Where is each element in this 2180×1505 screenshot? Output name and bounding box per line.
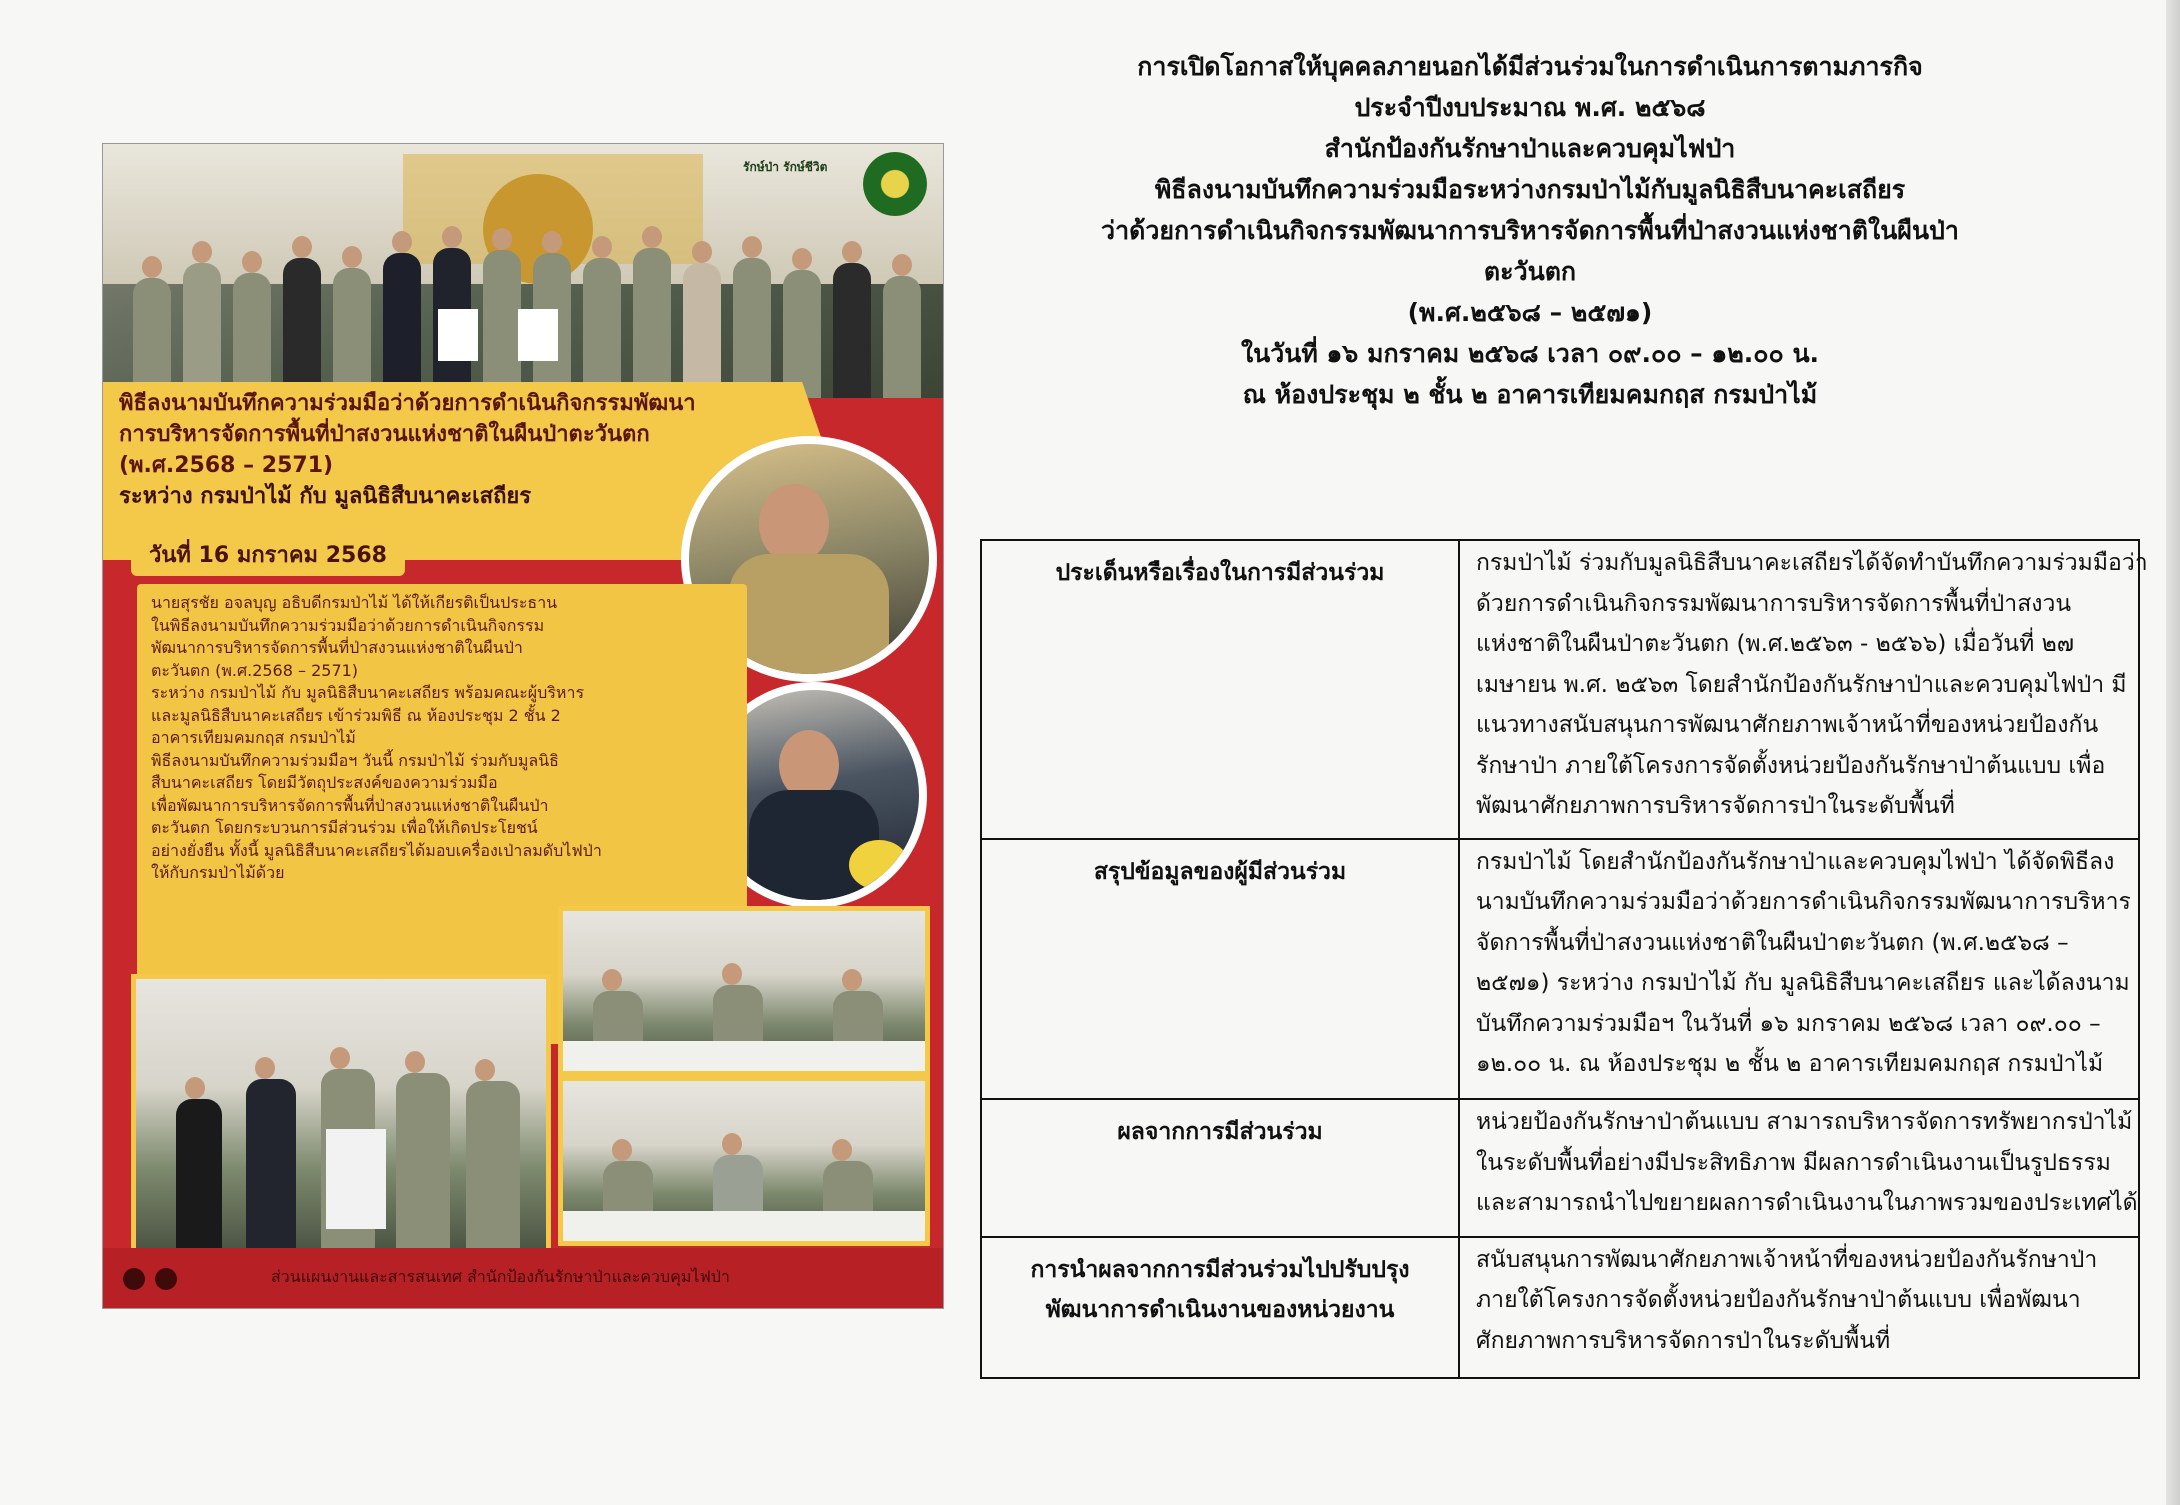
department-logo-icon [123,1268,145,1290]
row-content-cell [1459,1237,2139,1378]
poster-footer-text: ส่วนแผนงานและสารสนเทศ สำนักป้องกันรักษาป่าและควบคุมไฟป่า [271,1267,730,1286]
row-content-line: หน่วยป้องกันรักษาป่าต้นแบบ สามารถบริหารจัดการทรัพยากรป่าไม้ [1476,1109,2133,1136]
poster-body-line: อาคารเทียมคมกฤส กรมป่าไม้ [151,728,356,747]
title-line: ณ ห้องประชุม ๒ ชั้น ๒ อาคารเทียมคมกฤส กรมป่าไม้ [1242,380,1818,409]
row-label: สรุปข้อมูลของผู้มีส่วนร่วม [1093,858,1347,885]
row-content-line: บันทึกความร่วมมือฯ ในวันที่ ๑๖ มกราคม ๒๕๖๘ เวลา ๐๙.๐๐ – [1476,1010,2101,1037]
row-content-line: ศักยภาพการบริหารจัดการป่าในระดับพื้นที่ [1476,1327,1891,1354]
row-label: ผลจากการมีส่วนร่วม [1117,1119,1323,1146]
poster-body-line: ตะวันตก โดยกระบวนการมีส่วนร่วม เพื่อให้เกิดประโยชน์ [151,818,538,837]
title-line: การเปิดโอกาสให้บุคคลภายนอกได้มีส่วนร่วมในการดำเนินการตามภารกิจ [1137,52,1923,81]
row-content-line: นามบันทึกความร่วมมือว่าด้วยการดำเนินกิจกรรมพัฒนาการบริหาร [1476,889,2131,916]
poster-body-line: และมูลนิธิสืบนาคะเสถียร เข้าร่วมพิธี ณ ห้องประชุม 2 ชั้น 2 [151,705,561,725]
row-content-line: ๒๕๗๑) ระหว่าง กรมป่าไม้ กับ มูลนิธิสืบนาคะเสถียร และได้ลงนาม [1476,970,2130,997]
poster-title-line: (พ.ศ.2568 – 2571) [119,453,334,478]
row-content-line: ในระดับพื้นที่อย่างมีประสิทธิภาพ มีผลการดำเนินงานเป็นรูปธรรม [1476,1149,2111,1176]
row-content-cell [1459,1099,2139,1236]
poster-body-line: พัฒนาการบริหารจัดการพื้นที่ป่าสงวนแห่งชาติในผืนป่า [151,638,523,657]
poster-body-line: เพื่อพัฒนาการบริหารจัดการพื้นที่ป่าสงวนแห่งชาติในผืนป่า [151,795,549,815]
row-content-line: และสามารถนำไปขยายผลการดำเนินงานในภาพรวมของประเทศได้ [1476,1190,2138,1217]
row-content-line: กรมป่าไม้ โดยสำนักป้องกันรักษาป่าและควบคุมไฟป่า ได้จัดพิธีลง [1476,848,2115,875]
row-content-line: แนวทางสนับสนุนการพัฒนาศักยภาพเจ้าหน้าที่ของหน่วยป้องกัน [1476,712,2099,738]
meeting-photo-1 [558,906,930,1076]
poster-body-line: นายสุรชัย อจลบุญ อธิบดีกรมป่าไม้ ได้ให้เกียรติเป็นประธาน [151,593,558,612]
page-edge-shadow [2166,0,2180,1505]
title-line: ในวันที่ ๑๖ มกราคม ๒๕๖๘ เวลา ๐๙.๐๐ – ๑๒.๐๐ น. [1240,339,1820,368]
row-content-line: ๑๒.๐๐ น. ณ ห้องประชุม ๒ ชั้น ๒ อาคารเทียมคมกฤส กรมป่าไม้ [1476,1051,2104,1078]
poster-body-line: อย่างยั่งยืน ทั้งนี้ มูลนิธิสืบนาคะเสถียรได้มอบเครื่องเป่าลมดับไฟป่า [151,840,602,860]
poster-body-line: ให้กับกรมป่าไม้ด้วย [151,863,285,882]
royal-forest-department-seal-icon [863,152,927,216]
title-line: สำนักป้องกันรักษาป่าและควบคุมไฟป่า [1324,134,1736,163]
poster-body-line: พิธีลงนามบันทึกความร่วมมือฯ วันนี้ กรมป่าไม้ ร่วมกับมูลนิธิ [151,750,559,770]
table-row [981,1099,2139,1236]
poster-title-line: ระหว่าง กรมป่าไม้ กับ มูลนิธิสืบนาคะเสถียร [119,484,532,509]
row-label-cell [981,1099,1459,1236]
poster-body-line: ในพิธีลงนามบันทึกความร่วมมือว่าด้วยการดำเนินกิจกรรม [151,615,545,635]
document-title [1000,46,2060,415]
table-row [981,839,2139,1099]
brand-text: รักษ์ป่า รักษ์ชีวิต [743,160,828,174]
row-content-line: ด้วยการดำเนินกิจกรรมพัฒนาการบริหารจัดการพื้นที่ป่าสงวน [1476,590,2072,617]
row-content-line: พัฒนาศักยภาพการบริหารจัดการป่าในระดับพื้นที่ [1476,793,1955,819]
title-line: ว่าด้วยการดำเนินกิจกรรมพัฒนาการบริหารจัดการพื้นที่ป่าสงวนแห่งชาติในผืนป่า [1101,216,1959,245]
table-row [981,540,2139,839]
row-content-cell [1459,540,2148,839]
row-label: การนำผลจากการมีส่วนร่วมไปปรับปรุง [1030,1256,1410,1283]
poster-body-text [151,592,771,885]
handover-photo [131,974,551,1254]
row-label-cell [981,1237,1459,1378]
poster-title-line: การบริหารจัดการพื้นที่ป่าสงวนแห่งชาติในผืนป่าตะวันตก [119,422,650,447]
participation-table [980,539,2148,1379]
title-line: พิธีลงนามบันทึกความร่วมมือระหว่างกรมป่าไม้กับมูลนิธิสืบนาคะเสถียร [1154,175,1906,204]
table-row [981,1237,2139,1378]
poster-date-badge: วันที่ 16 มกราคม 2568 [131,536,405,576]
row-label: พัฒนาการดำเนินงานของหน่วยงาน [1045,1296,1395,1323]
row-content-line: แห่งชาติในผืนป่าตะวันตก (พ.ศ.๒๕๖๓ - ๒๕๖๖) เมื่อวันที่ ๒๗ [1476,631,2075,657]
row-content-line: ภายใต้โครงการจัดตั้งหน่วยป้องกันรักษาป่าต้นแบบ เพื่อพัฒนา [1476,1287,2081,1314]
title-line: ตะวันตก [1483,257,1577,286]
event-poster [103,144,943,1308]
row-content-line: จัดการพื้นที่ป่าสงวนแห่งชาติในผืนป่าตะวันตก (พ.ศ.๒๕๖๘ – [1476,929,2069,956]
row-content-cell [1459,839,2139,1099]
poster-body-line: ระหว่าง กรมป่าไม้ กับ มูลนิธิสืบนาคะเสถียร พร้อมคณะผู้บริหาร [151,683,585,702]
row-label-cell [981,540,1459,839]
row-content-line: รักษาป่า ภายใต้โครงการจัดตั้งหน่วยป้องกันรักษาป่าต้นแบบ เพื่อ [1476,752,2106,779]
brand-logo [743,156,833,206]
meeting-photo-2 [558,1076,930,1246]
row-content-line: สนับสนุนการพัฒนาศักยภาพเจ้าหน้าที่ของหน่วยป้องกันรักษาป่า [1476,1246,2098,1273]
title-line: (พ.ศ.๒๕๖๘ – ๒๕๗๑) [1407,298,1653,327]
row-label: ประเด็นหรือเรื่องในการมีส่วนร่วม [1055,560,1385,586]
row-content-line: เมษายน พ.ศ. ๒๕๖๓ โดยสำนักป้องกันรักษาป่าและควบคุมไฟป่า มี [1476,671,2127,698]
poster-title-line: พิธีลงนามบันทึกความร่วมมือว่าด้วยการดำเนินกิจกรรมพัฒนา [119,391,696,416]
row-content-line: กรมป่าไม้ ร่วมกับมูลนิธิสืบนาคะเสถียรได้จัดทำบันทึกความร่วมมือว่า [1476,550,2148,576]
row-label-cell [981,839,1459,1099]
poster-body-line: ตะวันตก (พ.ศ.2568 – 2571) [151,660,359,680]
fire-control-logo-icon [155,1268,177,1290]
poster-body-line: สืบนาคะเสถียร โดยมีวัตถุประสงค์ของความร่วมมือ [151,773,498,792]
title-line: ประจำปีงบประมาณ พ.ศ. ๒๕๖๘ [1354,93,1706,122]
